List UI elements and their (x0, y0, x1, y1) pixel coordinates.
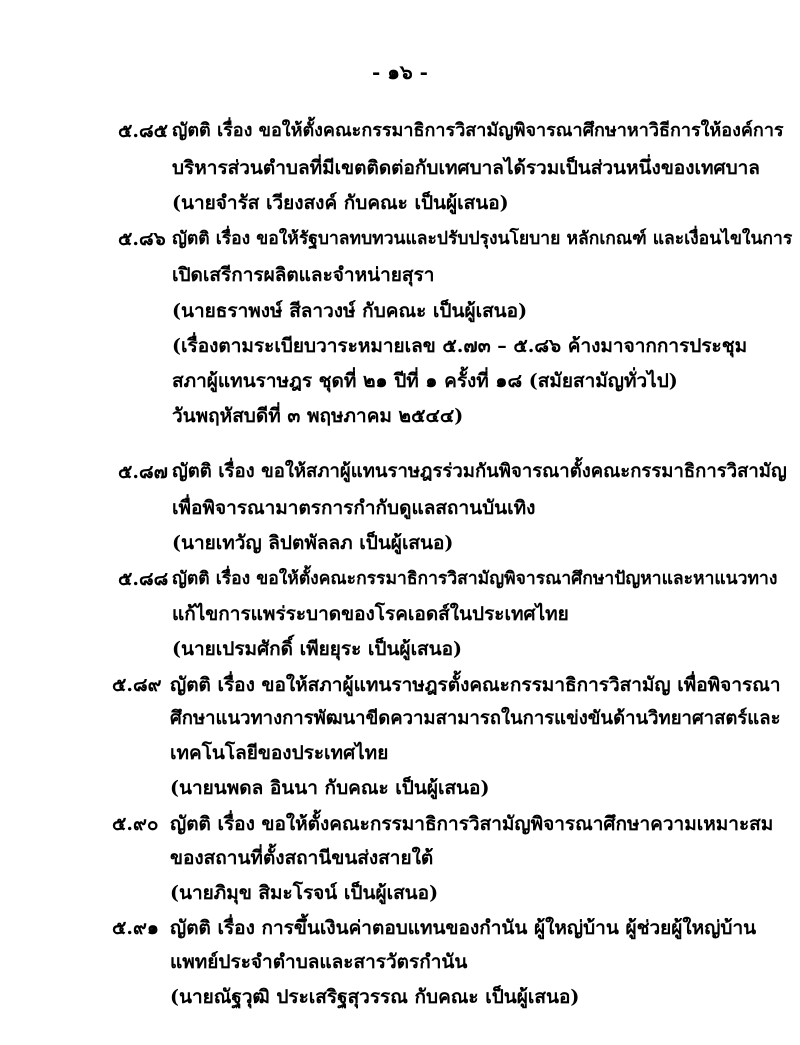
agenda-item-line: ญัตติ เรื่อง ขอให้ตั้งคณะกรรมาธิการวิสามัญพิจารณาศึกษาความเหมาะสม (170, 813, 774, 835)
agenda-item-number: ๕.๘๙ (112, 674, 162, 696)
agenda-item-proposer: (นายนพดล อินนา กับคณะ เป็นผู้เสนอ) (170, 777, 490, 799)
agenda-item-proposer: (นายณัฐวุฒิ ประเสริฐสุวรรณ กับคณะ เป็นผู้เสนอ) (170, 986, 580, 1008)
agenda-item-number: ๕.๘๗ (118, 461, 168, 483)
agenda-item-line: ญัตติ เรื่อง ขอให้รัฐบาลทบทวนและปรับปรุงนโยบาย หลักเกณฑ์ และเงื่อนไขในการ (172, 229, 793, 249)
agenda-item-line: ศึกษาแนวทางการพัฒนาขีดความสามารถในการแข่งขันด้านวิทยาศาสตร์และ (170, 708, 781, 729)
agenda-item-line: ของสถานที่ตั้งสถานีขนส่งสายใต้ (170, 847, 434, 869)
agenda-item-line: เปิดเสรีการผลิตและจำหน่ายสุรา (172, 264, 435, 286)
agenda-item-note: (เรื่องตามระเบียบวาระหมายเลข ๕.๗๓ – ๕.๘๖ ค้างมาจากการประชุม (172, 335, 748, 357)
agenda-item-proposer: (นายธราพงษ์ สีลาวงษ์ กับคณะ เป็นผู้เสนอ) (172, 300, 528, 322)
agenda-item-line: ญัตติ เรื่อง ขอให้ตั้งคณะกรรมาธิการวิสามัญพิจารณาศึกษาปัญหาและหาแนวทาง (172, 569, 778, 589)
agenda-item-number: ๕.๘๘ (118, 568, 169, 590)
agenda-item-proposer: (นายจำรัส เวียงสงค์ กับคณะ เป็นผู้เสนอ) (172, 192, 509, 214)
agenda-item-number: ๕.๘๕ (118, 120, 169, 142)
agenda-item-note: วันพฤหัสบดีที่ ๓ พฤษภาคม ๒๕๔๔) (172, 405, 464, 427)
agenda-item-line: ญัตติ เรื่อง ขอให้สภาผู้แทนราษฎรตั้งคณะกรรมาธิการวิสามัญ เพื่อพิจารณา (170, 674, 781, 696)
agenda-item-proposer: (นายเปรมศักดิ์ เพียยุระ เป็นผู้เสนอ) (172, 638, 463, 660)
agenda-item-line: เทคโนโลยีของประเทศไทย (170, 742, 389, 764)
agenda-item-line: แพทย์ประจำตำบลและสารวัตรกำนัน (170, 951, 468, 973)
agenda-item-note: สภาผู้แทนราษฎร ชุดที่ ๒๑ ปีที่ ๑ ครั้งที่ ๑๘ (สมัยสามัญทั่วไป) (172, 370, 678, 392)
agenda-item-number: ๕.๘๖ (118, 228, 166, 250)
agenda-item-line: ญัตติ เรื่อง ขอให้สภาผู้แทนราษฎรร่วมกันพิจารณาตั้งคณะกรรมาธิการวิสามัญ (172, 461, 787, 482)
agenda-item-line: บริหารส่วนตำบลที่มีเขตติดต่อกับเทศบาลได้รวมเป็นส่วนหนึ่งของเทศบาล (172, 157, 760, 179)
page-number: - ๑๖ - (372, 60, 428, 84)
agenda-item-line: แก้ไขการแพร่ระบาดของโรคเอดส์ในประเทศไทย (172, 603, 569, 625)
agenda-item-proposer: (นายภิมุข สิมะโรจน์ เป็นผู้เสนอ) (170, 882, 439, 904)
agenda-item-line: เพื่อพิจารณามาตรการกำกับดูแลสถานบันเทิง (172, 497, 536, 519)
agenda-item-number: ๕.๙๑ (112, 917, 159, 939)
agenda-item-number: ๕.๙๐ (112, 813, 159, 835)
agenda-item-line: ญัตติ เรื่อง การขึ้นเงินค่าตอบแทนของกำนัน ผู้ใหญ่บ้าน ผู้ช่วยผู้ใหญ่บ้าน (170, 917, 757, 939)
agenda-item-proposer: (นายเทวัญ ลิปตพัลลภ เป็นผู้เสนอ) (172, 532, 454, 554)
agenda-item-line: ญัตติ เรื่อง ขอให้ตั้งคณะกรรมาธิการวิสามัญพิจารณาศึกษาหาวิธีการให้องค์การ (172, 120, 784, 141)
